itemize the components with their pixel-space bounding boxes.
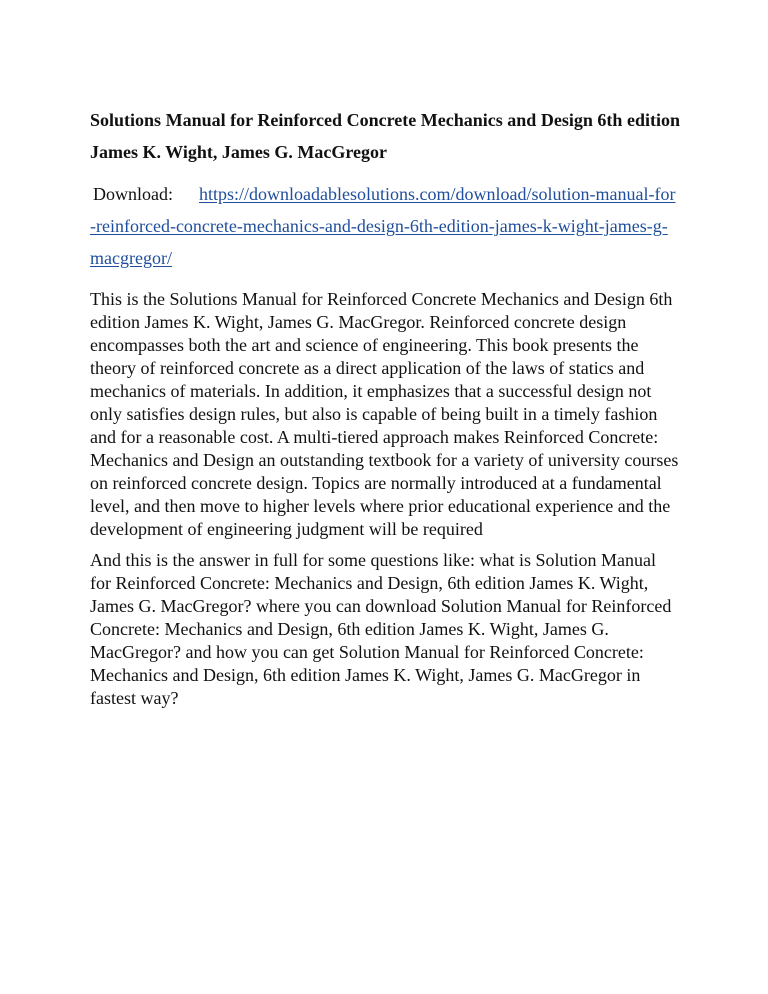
document-title: Solutions Manual for Reinforced Concrete Mechanics and Design 6th edition James K. Wight, James G. MacGregor xyxy=(90,110,680,162)
download-line xyxy=(90,178,680,274)
document-page xyxy=(90,104,680,710)
faq-paragraph: And this is the answer in full for some questions like: what is Solution Manual for Reinforced Concrete: Mechanics and Design, 6th edition James K. Wight, James G. MacGregor? where you can download Solution Manual for Reinforced Concrete: Mechanics and Design, 6th edition James K. Wight, James G. MacGregor? and how you can get Solution Manual for Reinforced Concrete: Mechanics and Design, 6th edition James K. Wight, James G. MacGregor in fastest way? xyxy=(90,550,672,708)
download-link[interactable]: https://downloadablesolutions.com/download/solution-manual-for-reinforced-concrete-mechanics-and-design-6th-edition-james-k-wight-james-g-macgregor/ xyxy=(90,184,676,268)
description-paragraph: This is the Solutions Manual for Reinforced Concrete Mechanics and Design 6th edition James K. Wight, James G. MacGregor. Reinforced concrete design encompasses both the art and science of engineering. This book presents the theory of reinforced concrete as a direct application of the laws of statics and mechanics of materials. In addition, it emphasizes that a successful design not only satisfies design rules, but also is capable of being built in a timely fashion and for a reasonable cost. A multi-tiered approach makes Reinforced Concrete: Mechanics and Design an outstanding textbook for a variety of university courses on reinforced concrete design. Topics are normally introduced at a fundamental level, and then move to higher levels where prior educational experience and the development of engineering judgment will be required xyxy=(90,289,679,539)
download-label: Download: xyxy=(93,184,173,204)
